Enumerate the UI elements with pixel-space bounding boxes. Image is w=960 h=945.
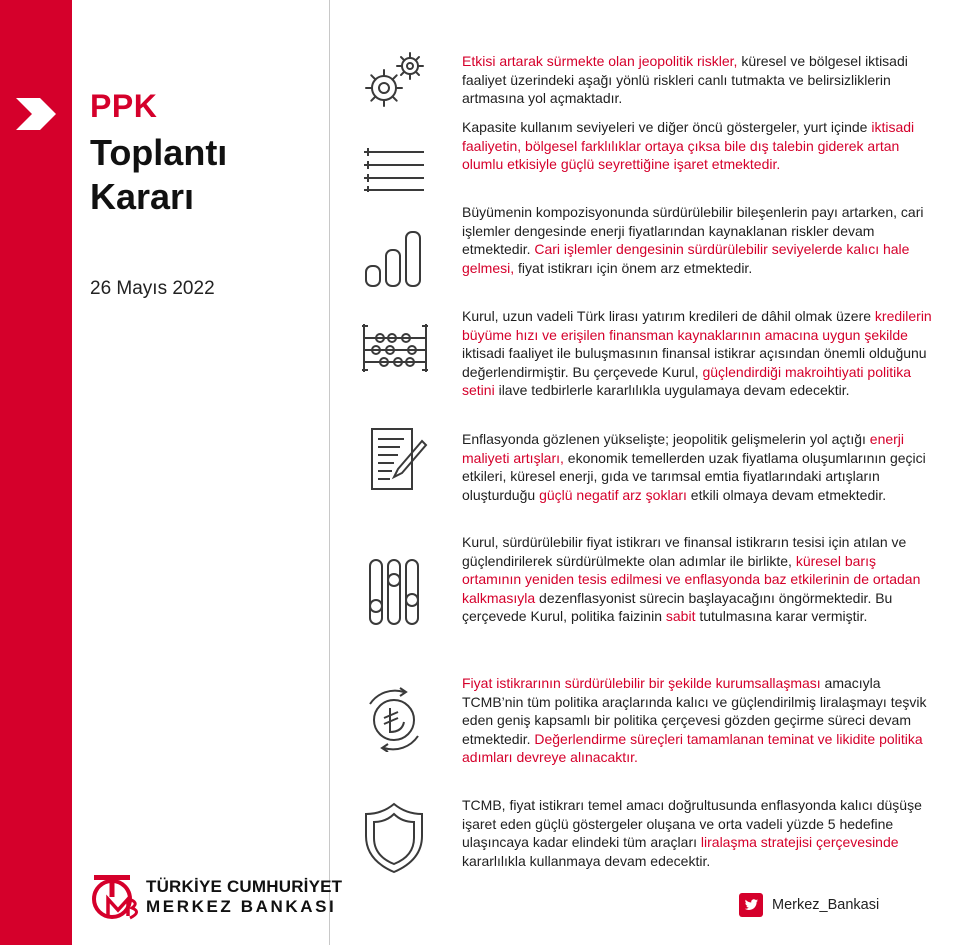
body-text: amacıyla TCMB’nin tüm politika araçlarında kalıcı ve güçlendirilmiş liralaşmayı teşvik eden geniş kapsamlı bir politika çerçevesi gözden geçirme süreci devam etmektedir.	[462, 675, 927, 747]
document-pen-icon	[360, 427, 430, 493]
paragraph-economic-activity	[462, 118, 932, 174]
highlighted-text: Cari işlemler dengesinin sürdürülebilir seviyelerde kalıcı hale gelmesi,	[462, 241, 910, 276]
body-text: kararlılıkla kullanmaya devam edecektir.	[462, 852, 711, 869]
twitter-icon[interactable]	[739, 893, 763, 917]
body-text: dezenflasyonist sürecin başlayacağını öngörmektedir. Bu çerçevede Kurul, politika faizinin	[462, 589, 893, 625]
body-text: fiyat istikrarı için önem arz etmektedir.	[514, 259, 753, 276]
body-text: TCMB, fiyat istikrarı temel amacı doğrultusunda enflasyonda kalıcı düşüşe işaret eden güçlü göstergeler oluşana ve orta vadeli yüzde 5 hedefine ulaşıncaya kadar elindeki tüm araçları	[462, 797, 922, 851]
page-title-line2: Kararı	[90, 176, 195, 217]
body-text: Kapasite kullanım seviyeleri ve diğer öncü göstergeler, yurt içinde	[462, 119, 872, 135]
highlighted-text: Fiyat istikrarının sürdürülebilir bir şekilde kurumsallaşması	[462, 675, 821, 691]
paragraph-geopolitical-risks	[462, 52, 932, 108]
chevron-right-icon	[12, 96, 60, 132]
highlighted-text: enerji maliyeti artışları,	[462, 431, 905, 466]
ppk-label: PPK	[90, 88, 158, 124]
highlighted-text: güçlendirdiği makroihtiyati politika setini	[462, 363, 911, 399]
body-text: Enflasyonda gözlenen yükselişte; jeopolitik gelişmelerin yol açtığı	[462, 431, 870, 447]
body-text: Büyümenin kompozisyonunda sürdürülebilir bileşenlerin payı artarken, cari işlemler dengesinde enerji fiyatlarından kaynaklanan riskler devam etmektedir.	[462, 204, 924, 258]
logo-text-line2: MERKEZ BANKASI	[146, 897, 337, 916]
red-side-bar	[0, 0, 72, 945]
vertical-divider	[329, 0, 330, 945]
highlighted-text: Etkisi artarak sürmekte olan jeopolitik riskler,	[462, 53, 738, 69]
paragraph-credit-growth	[462, 307, 932, 400]
body-text: iktisadi faaliyet ile buluşmasının finansal istikrar açısından önemli olduğunu değerlendirmiştir. Bu çerçevede Kurul,	[462, 345, 927, 380]
twitter-handle[interactable]: Merkez_Bankasi	[772, 897, 880, 913]
highlighted-text: küresel barış ortamının yeniden tesis edilmesi ve enflasyonda baz etkilerinin de ortadan kalkmasıyla	[462, 552, 921, 606]
gears-icon	[360, 50, 428, 112]
highlighted-text: liralaşma stratejisi çerçevesinde	[700, 834, 899, 851]
highlighted-text: sabit	[665, 608, 696, 625]
tcmb-emblem-icon	[88, 872, 142, 922]
body-text: Kurul, uzun vadeli Türk lirası yatırım kredileri de dâhil olmak üzere	[462, 308, 875, 324]
highlighted-text: iktisadi faaliyetin, bölgesel farklılıklar ortaya çıksa bile dış talebin giderek artan olumlu etkisiyle güçlü seyrettiğine işaret etmektedir.	[462, 119, 915, 173]
logo-text-line1: TÜRKİYE CUMHURİYET	[146, 877, 343, 896]
body-text: tutulmasına karar vermiştir.	[695, 608, 868, 625]
body-text: ilave tedbirlerle kararlılıkla uygulamaya devam edecektir.	[494, 382, 850, 399]
paragraph-liraization	[462, 674, 932, 767]
paragraph-inflation-drivers	[462, 430, 932, 504]
list-icon	[360, 144, 428, 194]
page-title-line1: Toplantı	[90, 132, 228, 173]
paragraph-current-account	[462, 203, 932, 277]
highlighted-text: Değerlendirme süreçleri tamamlanan teminat ve likidite politika adımları devreye alınacaktır.	[462, 730, 923, 766]
highlighted-text: güçlü negatif arz şokları	[539, 486, 687, 503]
body-text: Kurul, sürdürülebilir fiyat istikrarı ve finansal istikrarın tesisi için atılan ve güçlendirilerek sürdürülmekte olan adımlar ile birlikte,	[462, 534, 907, 569]
paragraph-price-stability-target	[462, 796, 932, 870]
meeting-date: 26 Mayıs 2022	[90, 278, 215, 299]
body-text: küresel ve bölgesel iktisadi faaliyet üzerindeki aşağı yönlü riskleri canlı tutmakta ve belirsizliklerin artmasına yol açmaktadır.	[462, 53, 908, 107]
highlighted-text: kredilerin büyüme hızı ve erişilen finansman kaynaklarının amacına uygun şekilde	[462, 308, 932, 343]
shield-icon	[360, 800, 428, 876]
lira-cycle-icon	[360, 686, 430, 752]
sliders-icon	[360, 556, 428, 628]
body-text: etkili olmaya devam etmektedir.	[686, 486, 887, 503]
bar-chart-icon	[360, 228, 428, 288]
paragraph-policy-rate-decision	[462, 533, 932, 626]
abacus-icon	[360, 322, 430, 374]
body-text: ekonomik temellerden uzak fiyatlama oluşumlarının geçici etkileri, küresel enerji, gıda ve tarımsal emtia fiyatlarındaki artışların oluşturduğu	[462, 449, 926, 503]
tcmb-logo	[88, 872, 343, 922]
